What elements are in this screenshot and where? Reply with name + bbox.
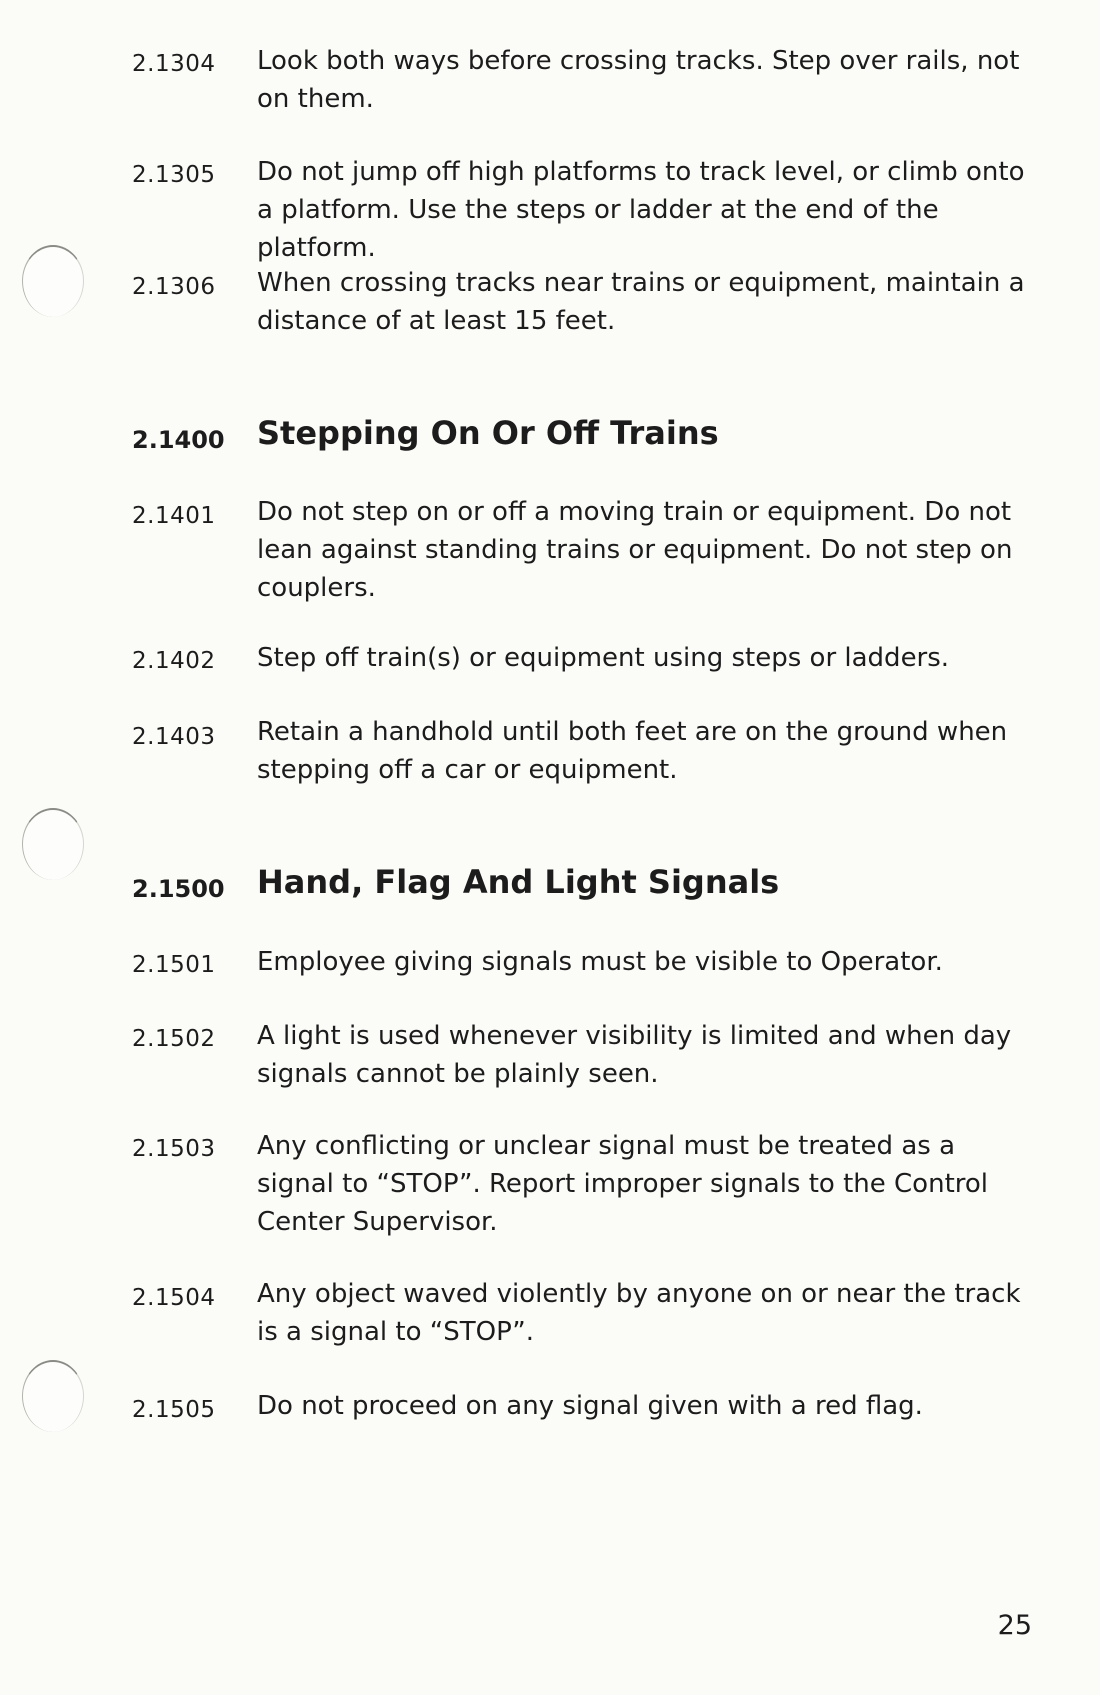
rule-text: Look both ways before crossing tracks. Step over rails, not on them. — [257, 46, 1020, 114]
rule-text: Employee giving signals must be visible to Operator. — [257, 947, 943, 977]
rule-text: When crossing tracks near trains or equipment, maintain a distance of at least 15 feet. — [257, 268, 1025, 336]
rule-number: 2.1502 — [132, 1026, 216, 1052]
rule-text: Do not step on or off a moving train or equipment. Do not lean against standing trains or equipment. Do not step on couplers. — [257, 497, 1013, 603]
rule-text: A light is used whenever visibility is limited and when day signals cannot be plainly seen. — [257, 1021, 1012, 1089]
rule-text: Do not proceed on any signal given with a red flag. — [257, 1391, 923, 1421]
section-title: Stepping On Or Off Trains — [257, 414, 719, 452]
rule-number: 2.1504 — [132, 1285, 216, 1311]
rule-number: 2.1501 — [132, 952, 216, 978]
rule-number: 2.1503 — [132, 1136, 216, 1162]
rule-text: Do not jump off high platforms to track level, or climb onto a platform. Use the steps or ladder at the end of the platform. — [257, 157, 1025, 263]
rule-number: 2.1401 — [132, 503, 216, 529]
page-number: 25 — [997, 1610, 1032, 1641]
section-number: 2.1500 — [132, 875, 225, 903]
rule-text: Any object waved violently by anyone on or near the track is a signal to “STOP”. — [257, 1279, 1021, 1347]
binder-hole-top — [22, 245, 84, 317]
rule-number: 2.1403 — [132, 724, 216, 750]
rule-number: 2.1505 — [132, 1397, 216, 1423]
rule-text: Any conflicting or unclear signal must be treated as a signal to “STOP”. Report improper signals to the Control Center Supervisor. — [257, 1131, 989, 1237]
rule-number: 2.1306 — [132, 274, 216, 300]
rule-text: Retain a handhold until both feet are on the ground when stepping off a car or equipment. — [257, 717, 1008, 785]
rule-text: Step off train(s) or equipment using steps or ladders. — [257, 643, 950, 673]
rule-number: 2.1305 — [132, 162, 216, 188]
rule-number: 2.1402 — [132, 648, 216, 674]
section-title: Hand, Flag And Light Signals — [257, 863, 780, 901]
section-number: 2.1400 — [132, 426, 225, 454]
binder-hole-middle — [22, 808, 84, 880]
rule-number: 2.1304 — [132, 51, 216, 77]
binder-hole-bottom — [22, 1360, 84, 1432]
